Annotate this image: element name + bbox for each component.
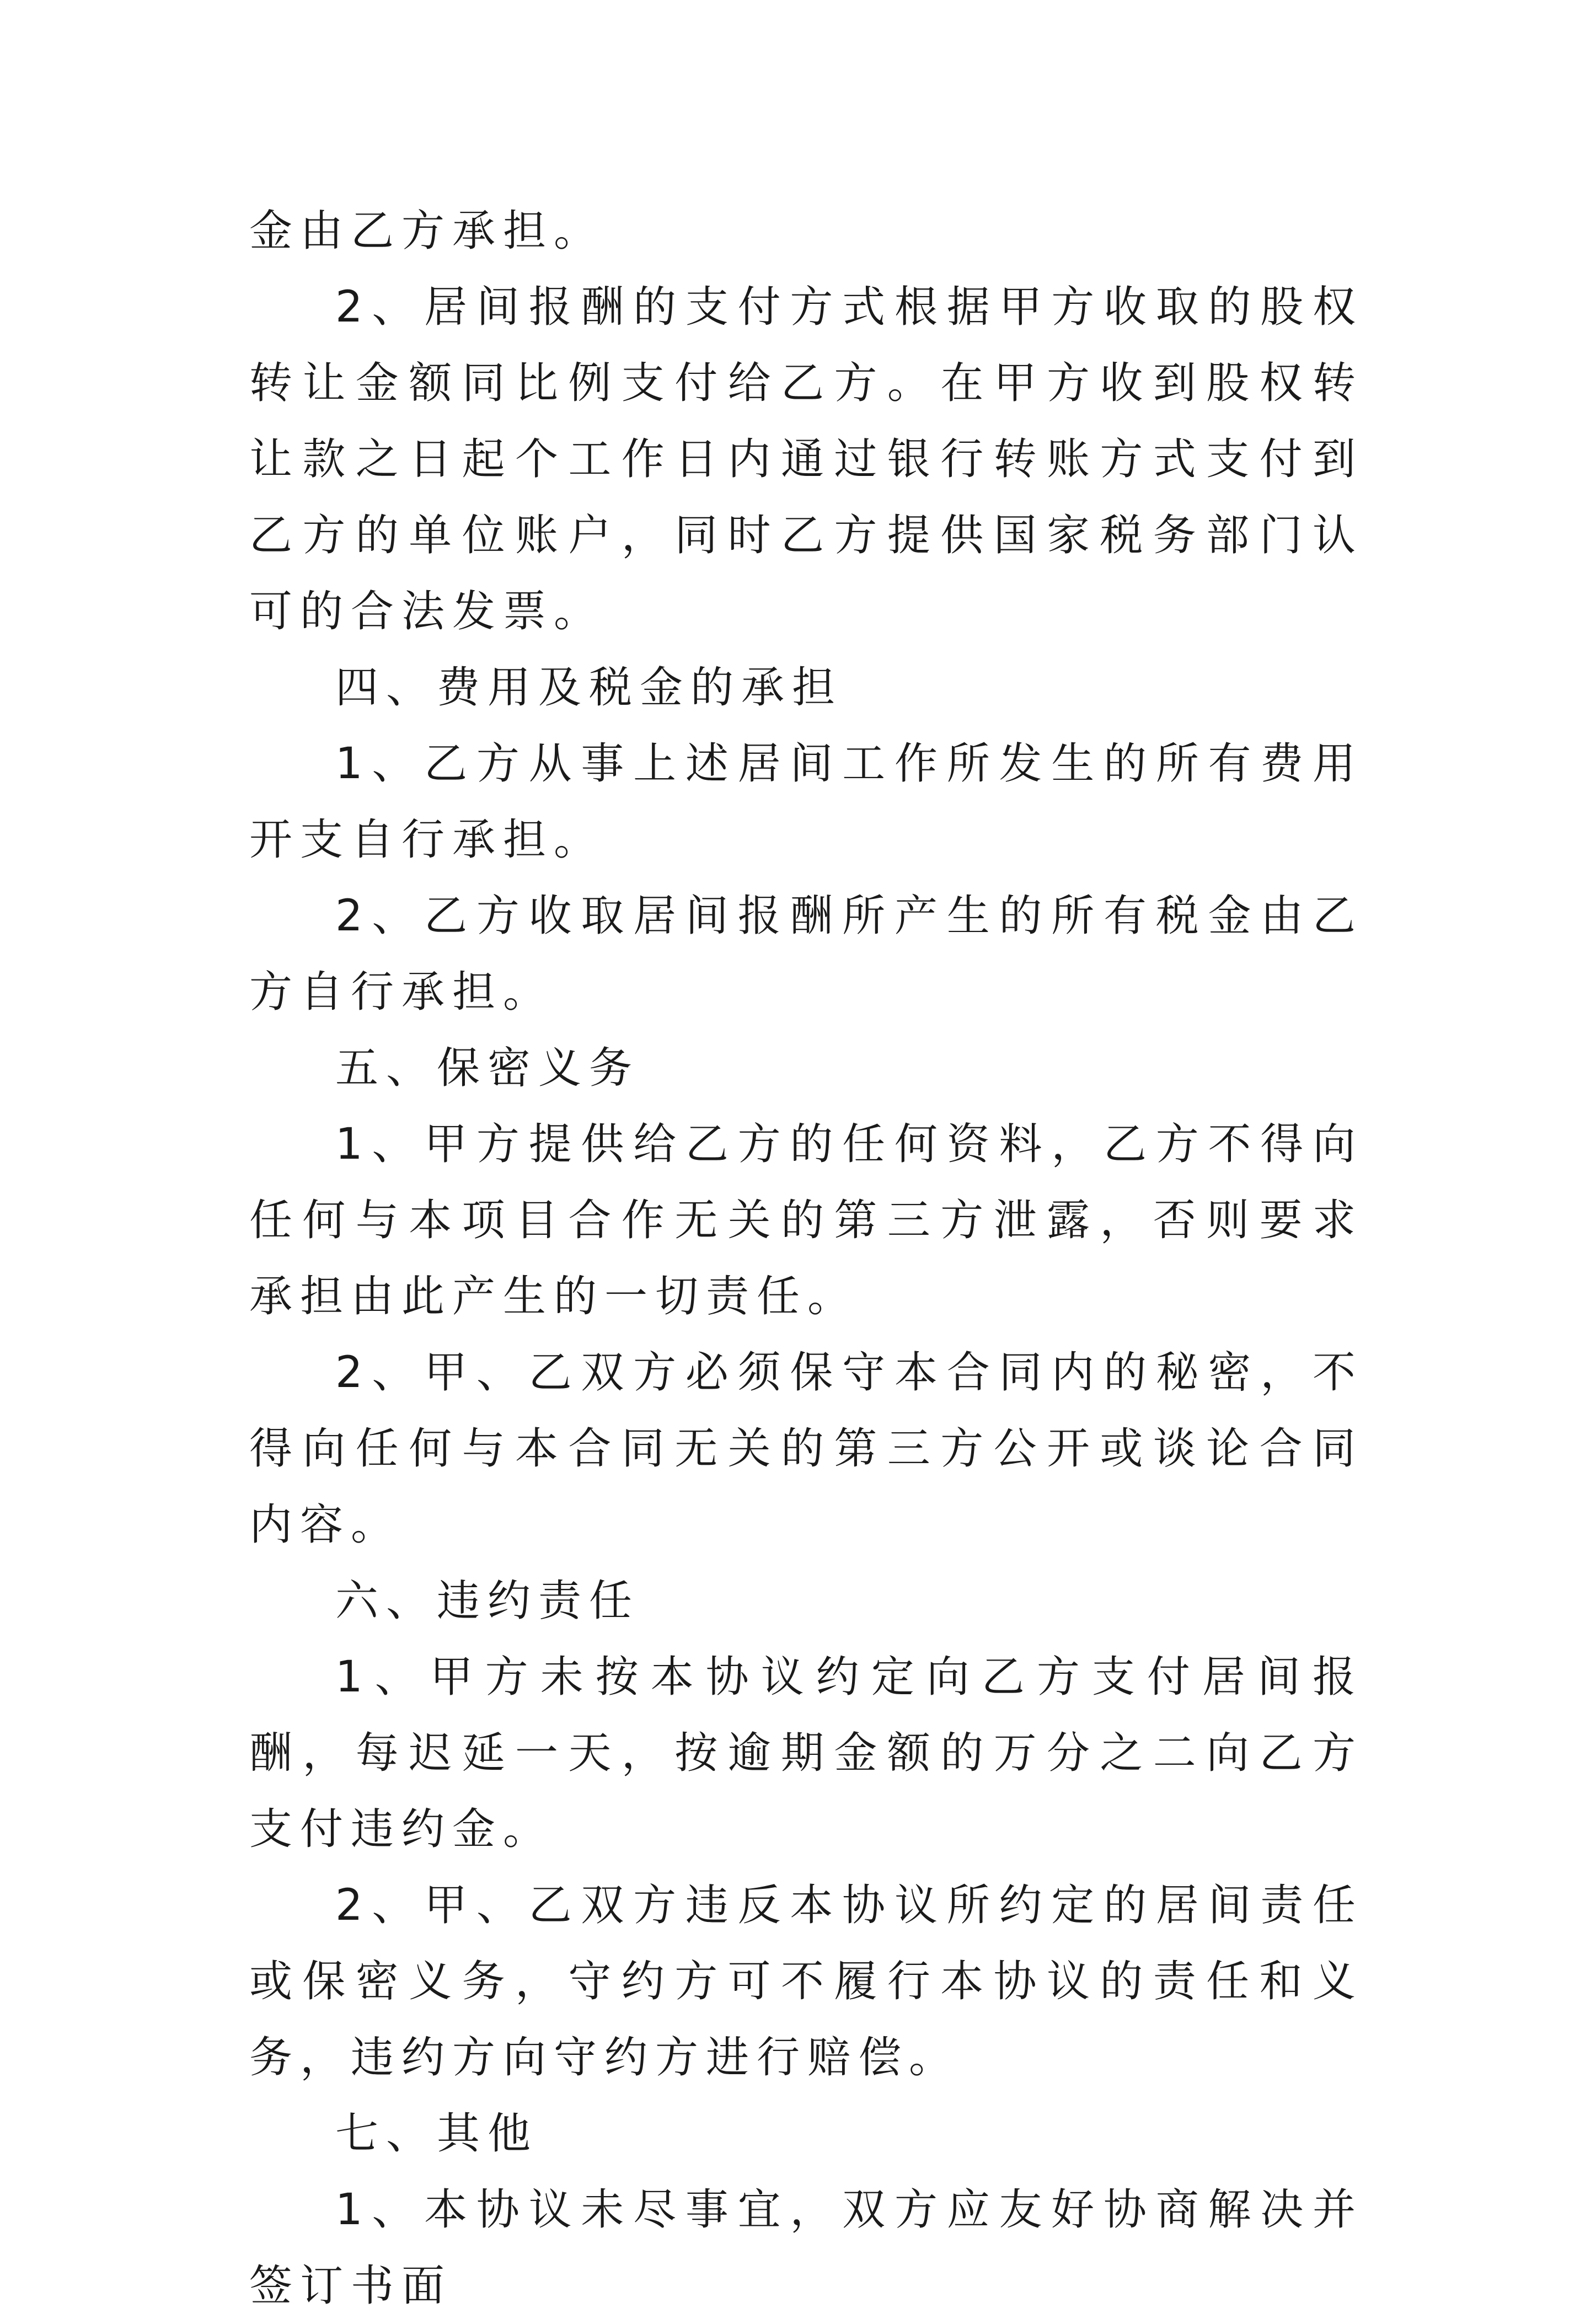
paragraph-continuation: 金由乙方承担。 <box>249 206 605 256</box>
section-heading-confidentiality: 五、保密义务 <box>335 1043 640 1093</box>
paragraph-payment-method: 2、居间报酬的支付方式根据甲方收取的股权转让金额同比例支付给乙方。在甲方收到股权转让款之日起个工作日内通过银行转账方式支付到乙方的单位账户，同时乙方提供国家税务部门认可的合法发票。 <box>249 282 1363 636</box>
paragraph-confidentiality-2: 2、甲、乙双方必须保守本合同内的秘密，不得向任何与本合同无关的第三方公开或谈论合同内容。 <box>249 1348 1363 1550</box>
section-heading-liability: 六、违约责任 <box>335 1576 640 1626</box>
document-body <box>249 193 1363 2324</box>
paragraph-liability-2: 2、甲、乙双方违反本协议所约定的居间责任或保密义务，守约方可不履行本协议的责任和义务，违约方向守约方进行赔偿。 <box>249 1881 1363 2082</box>
section-heading-other: 七、其他 <box>335 2109 539 2159</box>
paragraph-other-1: 1、本协议未尽事宜，双方应友好协商解决并签订书面 <box>249 2185 1363 2311</box>
section-heading-fees-taxes: 四、费用及税金的承担 <box>335 663 843 713</box>
paragraph-fees: 1、乙方从事上述居间工作所发生的所有费用开支自行承担。 <box>249 739 1363 865</box>
paragraph-liability-1: 1、甲方未按本协议约定向乙方支付居间报酬，每迟延一天，按逾期金额的万分之二向乙方支付违约金。 <box>249 1652 1363 1854</box>
paragraph-confidentiality-1: 1、甲方提供给乙方的任何资料，乙方不得向任何与本项目合作无关的第三方泄露，否则要求承担由此产生的一切责任。 <box>249 1120 1363 1321</box>
paragraph-taxes: 2、乙方收取居间报酬所产生的所有税金由乙方自行承担。 <box>249 891 1363 1017</box>
